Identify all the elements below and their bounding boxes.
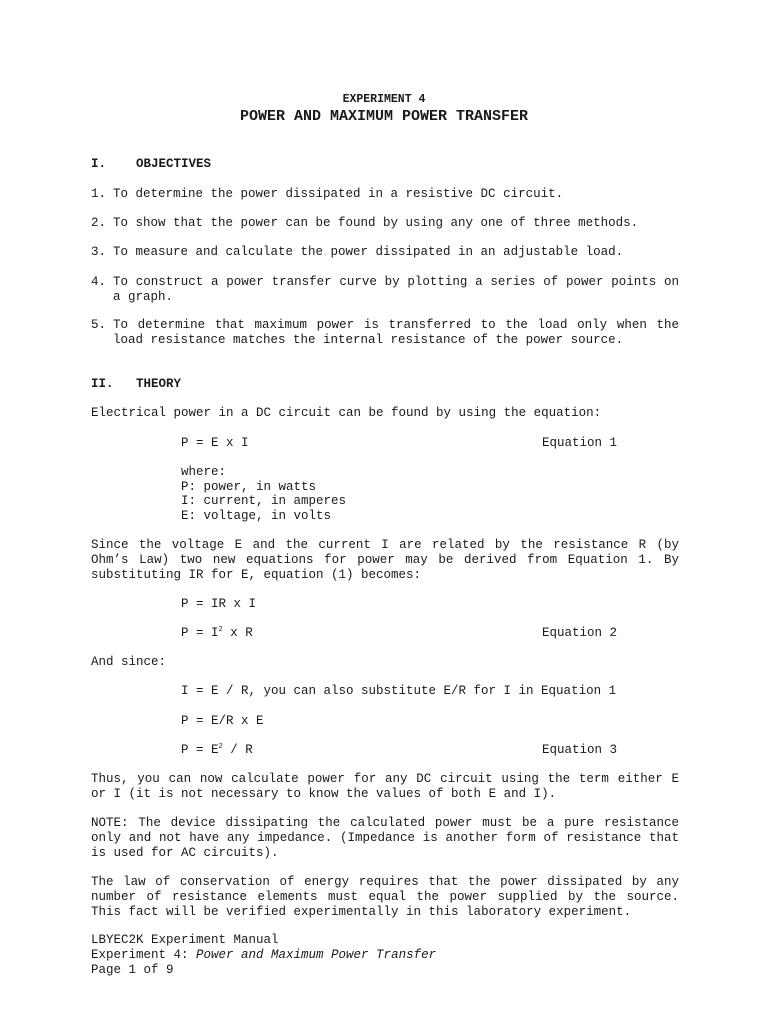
footer-manual: LBYEC2K Experiment Manual	[91, 933, 279, 947]
section-title: THEORY	[136, 377, 182, 391]
objective-text: To construct a power transfer curve by plotting a series of power points on a graph.	[113, 275, 679, 304]
objective-item	[91, 275, 679, 305]
definition-voltage: E: voltage, in volts	[181, 509, 332, 523]
objective-number: 4.	[91, 275, 107, 289]
objective-item	[91, 187, 679, 202]
objective-number: 5.	[91, 318, 107, 332]
equation-er: P = E/R x E	[181, 714, 264, 728]
objective-text: To determine the power dissipated in a resistive DC circuit.	[113, 187, 564, 201]
equation-current: I = E / R, you can also substitute E/R for I in Equation 1	[181, 684, 617, 698]
objective-number: 3.	[91, 245, 107, 259]
section-heading-objectives	[91, 157, 211, 172]
theory-paragraph-ohms-law: Since the voltage E and the current I are related by the resistance R (by Ohm’s Law) two new equations for power may be derived from Equation 1. By substituting IR for E, equation (1) becomes:	[91, 538, 679, 582]
objective-text: To show that the power can be found by using any one of three methods.	[113, 216, 639, 230]
theory-paragraph-conservation: The law of conservation of energy requires that the power dissipated by any number of resistance elements must equal the power supplied by the source. This fact will be verified experimentally in this laboratory experiment.	[91, 875, 679, 919]
theory-note: NOTE: The device dissipating the calculated power must be a pure resistance only and not have any impedance. (Impedance is another form of resistance that is used for AC circuits).	[91, 816, 679, 860]
objective-item	[91, 216, 679, 231]
theory-intro: Electrical power in a DC circuit can be found by using the equation:	[91, 406, 602, 420]
objective-text: To measure and calculate the power dissipated in an adjustable load.	[113, 245, 624, 259]
objective-item	[91, 245, 679, 260]
equation-2-label: Equation 2	[542, 626, 618, 640]
exponent: 2	[218, 626, 223, 634]
equation-3: $P = E^2 / R$	[181, 743, 253, 757]
footer-experiment: Experiment 4: Power and Maximum Power Transfer	[91, 948, 437, 962]
where-label: where:	[181, 465, 227, 479]
and-since-text: And since:	[91, 655, 167, 669]
section-title: OBJECTIVES	[136, 157, 212, 171]
section-heading-theory	[91, 377, 181, 392]
equation-ir: P = IR x I	[181, 597, 257, 611]
footer-experiment-title: Power and Maximum Power Transfer	[196, 948, 437, 962]
section-number: I.	[91, 157, 107, 171]
document-title: POWER AND MAXIMUM POWER TRANSFER	[239, 108, 529, 125]
equation-1: P = E x I	[181, 436, 249, 450]
objective-number: 1.	[91, 187, 107, 201]
equation-3-label: Equation 3	[542, 743, 618, 757]
experiment-label: EXPERIMENT 4	[342, 93, 426, 106]
equation-1-label: Equation 1	[542, 436, 618, 450]
definition-current: I: current, in amperes	[181, 494, 347, 508]
objective-text: To determine that maximum power is transferred to the load only when the load resistance matches the internal resistance of the power source.	[113, 318, 679, 347]
footer-page-number: Page 1 of 9	[91, 963, 174, 977]
objective-number: 2.	[91, 216, 107, 230]
objective-item	[91, 318, 679, 348]
definition-power: P: power, in watts	[181, 480, 317, 494]
theory-paragraph-either-term: Thus, you can now calculate power for any DC circuit using the term either E or I (it is not necessary to know the values of both E and I).	[91, 772, 679, 801]
section-number: II.	[91, 377, 114, 391]
equation-2: $P = I^2$ x R	[181, 626, 253, 640]
exponent: 2	[218, 743, 223, 751]
